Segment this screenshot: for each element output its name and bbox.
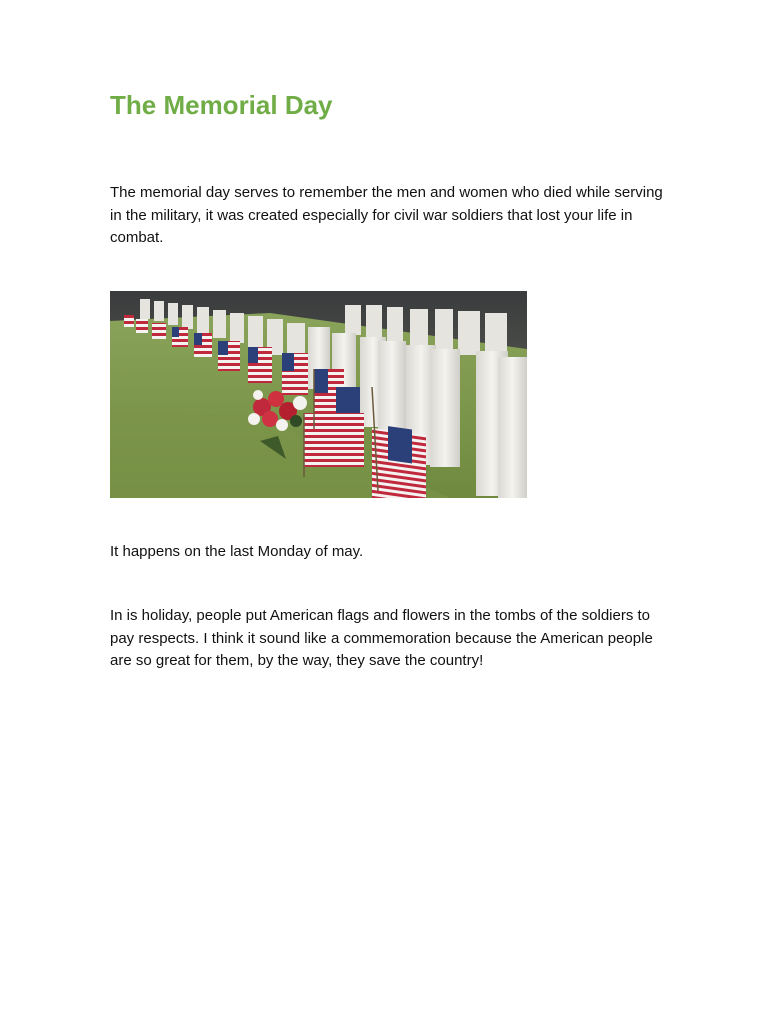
cemetery-flags-photo: [110, 291, 527, 498]
page-title: The Memorial Day: [110, 90, 333, 120]
intro-paragraph: The memorial day serves to remember the men and women who died while serving in the military, it was created especially for civil war soldiers that lost your life in combat.: [110, 184, 663, 246]
traditions-paragraph: In is holiday, people put American flags and flowers in the tombs of the soldiers to pay respects. I think it sound like a commemoration because the American people are so great for them, by the way, they save the country!: [110, 607, 653, 669]
date-paragraph: It happens on the last Monday of may.: [110, 543, 364, 560]
